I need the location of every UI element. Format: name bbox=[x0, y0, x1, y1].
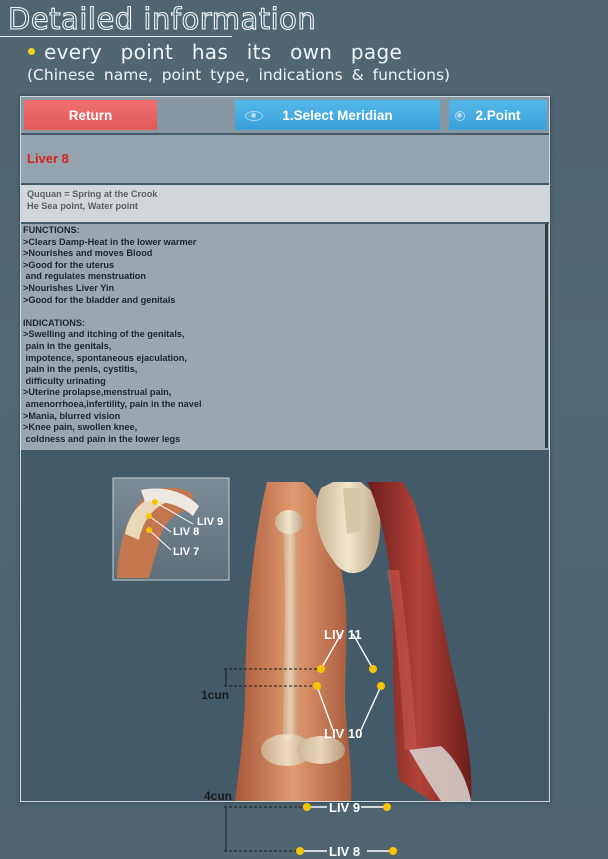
function-item: >Nourishes Liver Yin bbox=[23, 283, 115, 293]
toolbar bbox=[21, 97, 549, 133]
point-button-label: 2.Point bbox=[475, 107, 521, 123]
indication-item: >Uterine prolapse,menstrual pain, bbox=[23, 387, 172, 398]
function-item: and regulates menstruation bbox=[23, 271, 147, 282]
indication-item: coldness and pain in the lower legs bbox=[23, 433, 181, 444]
function-item: >Good for the uterus bbox=[23, 259, 115, 270]
measure-1cun: 1cun bbox=[201, 688, 230, 702]
promo-subtagline: (Chinese name, point type, indications & functions) bbox=[27, 66, 451, 84]
liv11-label: LIV 11 bbox=[324, 627, 362, 642]
eye-icon bbox=[455, 111, 465, 121]
liv8-label: LIV 8 bbox=[329, 844, 361, 859]
indication-item: pain in the genitals, bbox=[23, 341, 112, 351]
inset-label: LIV 9 bbox=[197, 516, 224, 528]
indication-item: >Swelling and itching of the genitals, bbox=[23, 329, 185, 340]
indication-item: amenorrhoea,infertility, pain in the navel bbox=[23, 399, 202, 409]
measure-4cun: 4cun bbox=[204, 789, 233, 803]
anatomy-figure bbox=[21, 450, 549, 859]
liv10-label: LIV 10 bbox=[324, 726, 363, 741]
title-underline bbox=[0, 36, 232, 37]
promo-title: Detailed information bbox=[8, 2, 317, 36]
indication-item: >Knee pain, swollen knee, bbox=[23, 422, 138, 433]
point-title: Liver 8 bbox=[27, 151, 69, 166]
indication-item: >Mania, blurred vision bbox=[23, 410, 121, 421]
details-scrollbar[interactable] bbox=[545, 224, 548, 448]
select-meridian-button[interactable] bbox=[235, 100, 440, 130]
functions-heading: FUNCTIONS: bbox=[23, 225, 80, 235]
point-header bbox=[21, 135, 549, 183]
indication-item: pain in the penis, cystitis, bbox=[23, 364, 138, 375]
eye-icon bbox=[245, 111, 263, 121]
select-meridian-label: 1.Select Meridian bbox=[282, 107, 393, 123]
details-panel[interactable] bbox=[21, 224, 549, 450]
app-screen bbox=[20, 96, 550, 859]
point-summary bbox=[21, 185, 549, 222]
chinese-name: Ququan = Spring at the Crook bbox=[27, 189, 158, 199]
liv9-label: LIV 9 bbox=[329, 800, 361, 815]
indication-item: impotence, spontaneous ejaculation, bbox=[23, 352, 187, 363]
function-item: >Nourishes and moves Blood bbox=[23, 248, 153, 259]
indication-item: difficulty urinating bbox=[23, 375, 106, 386]
inset-label: LIV 7 bbox=[173, 546, 200, 558]
function-item: >Clears Damp-Heat in the lower warmer bbox=[23, 236, 197, 247]
bullet-icon bbox=[28, 48, 35, 55]
leg-illustration bbox=[21, 450, 549, 801]
point-button[interactable] bbox=[449, 100, 547, 130]
function-item: >Good for the bladder and genitals bbox=[23, 294, 176, 305]
indications-heading: INDICATIONS: bbox=[23, 317, 86, 328]
return-button[interactable]: Return bbox=[24, 100, 157, 130]
inset-label: LIV 8 bbox=[173, 526, 200, 538]
promo-tagline: every point has its own page bbox=[44, 40, 403, 64]
point-type: He Sea point, Water point bbox=[27, 201, 138, 211]
